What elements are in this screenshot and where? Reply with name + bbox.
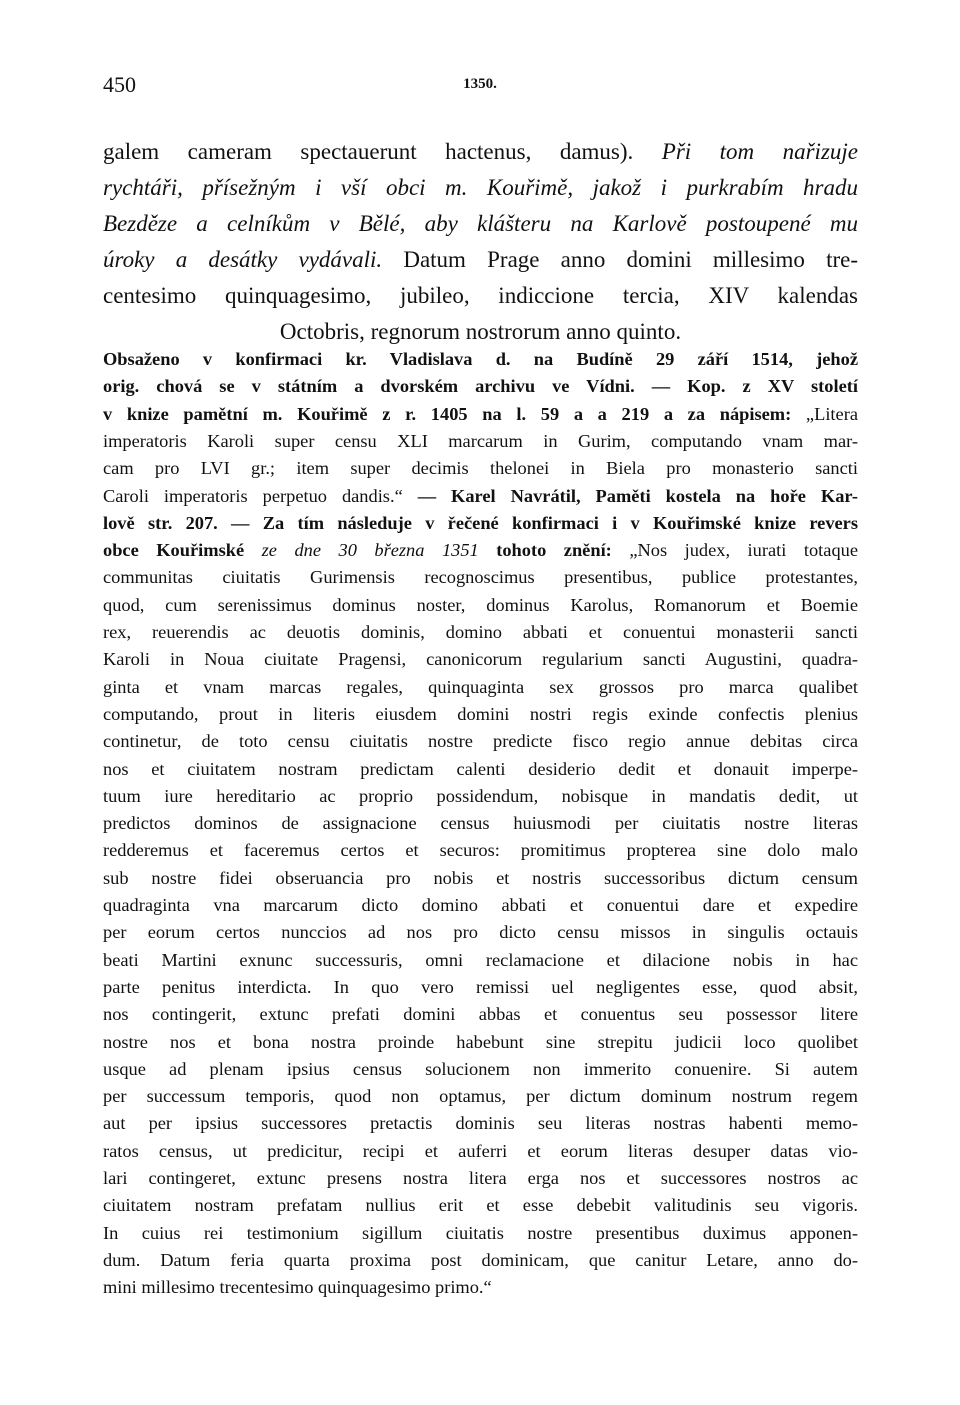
note-text-run: v knize pamětní m. Kouřimě z r. 1405 na l. 59 a a 219 a za nápisem:	[103, 403, 806, 424]
note-line	[103, 646, 858, 673]
note-line	[103, 701, 858, 728]
main-text-text-run: centesimo quinquagesimo, jubileo, indiccione tercia, XIV kalendas	[103, 283, 858, 308]
note-text-run: Obsaženo v konfirmaci kr. Vladislava d. na Budíně 29 září 1514, jehož	[103, 349, 858, 369]
note-line	[103, 1220, 858, 1247]
note-text-run: „Litera	[805, 403, 858, 424]
note-line	[103, 373, 858, 400]
note-line	[103, 346, 858, 373]
note-text-run: quod, cum serenissimus dominus noster, dominus Karolus, Romanorum et Boemie	[103, 594, 858, 615]
page-header	[103, 72, 857, 104]
note-line	[103, 674, 858, 701]
main-text-line	[103, 316, 858, 347]
note-text-run: lari contingeret, extunc presens nostra litera erga nos et successores nostros ac	[103, 1168, 858, 1188]
note-text-run: aut per ipsius successores pretactis dominis seu literas nostras habenti memo-	[103, 1113, 858, 1134]
note-line	[103, 1247, 858, 1274]
note-text-run: ciuitatem nostram prefatam nullius erit et esse debebit valitudinis seu vigoris.	[103, 1195, 858, 1216]
main-text-text-run: Při tom nařizuje	[661, 139, 859, 164]
main-text-line	[103, 172, 858, 203]
note-text-run: sub nostre fidei obseruancia pro nobis et nostris successoribus dictum censum	[103, 867, 858, 888]
note-text-run: — Karel Navrátil, Paměti kostela na hoře Kar-	[417, 485, 858, 506]
note-text-run: redderemus et faceremus certos et securos: promitimus propterea sine dolo malo	[103, 840, 858, 861]
note-line	[103, 756, 858, 783]
note-line	[103, 1138, 858, 1165]
note-text-run: tuum iure hereditario ac proprio possidendum, nobisque in mandatis dedit, ut	[103, 785, 858, 806]
main-text-text-run: úroky a desátky vydávali.	[103, 247, 383, 272]
note-line	[103, 865, 858, 892]
note-text-run: continetur, de toto censu ciuitatis nostre predicte fisco regio annue debitas circa	[103, 731, 858, 752]
note-text-run: Caroli imperatoris perpetuo dandis.“	[103, 485, 418, 506]
note-text-run: ginta et vnam marcas regales, quinquaginta sex grossos pro marca qualibet	[103, 676, 858, 697]
note-text-run: nos contingerit, extunc prefati domini abbas et conuentus seu possessor litere	[103, 1004, 858, 1025]
note-text-run: „Nos judex, iurati totaque	[629, 540, 859, 561]
note-line	[103, 1083, 858, 1110]
note-text-run: In cuius rei testimonium sigillum ciuitatis nostre presentibus duximus apponen-	[103, 1222, 858, 1243]
note-text-run: imperatoris Karoli super censu XLI marcarum in Gurim, computando vnam mar-	[103, 430, 858, 451]
note-text-run: ratos census, ut predicitur, recipi et auferri et eorum literas desuper datas vio-	[103, 1140, 858, 1161]
main-text-text-run: Octobris, regnorum nostrorum anno quinto.	[279, 319, 682, 344]
note-line	[103, 455, 858, 482]
note-text-run: Karoli in Noua ciuitate Pragensi, canonicorum regularium sancti Augustini, quadra-	[103, 649, 858, 670]
note-line	[103, 537, 858, 564]
note-text-run: parte penitus interdicta. In quo vero remissi uel negligentes esse, quod absit,	[103, 976, 858, 997]
note-text-run: predictos dominos de assignacione census huiusmodi per ciuitatis nostre literas	[103, 813, 858, 834]
note-line	[103, 1274, 858, 1301]
page-number: 450	[103, 72, 136, 97]
note-text-run: per successum temporis, quod non optamus, per dictum dominum nostrum regem	[103, 1086, 858, 1107]
note-line	[103, 728, 858, 755]
note-line	[103, 1029, 858, 1056]
note-text-run: obce Kouřimské	[103, 540, 262, 561]
note-line	[103, 1165, 858, 1192]
note-text-run: lově str. 207. — Za tím následuje v řečené konfirmaci i v Kouřimské knize revers	[103, 512, 858, 533]
note-line	[103, 810, 858, 837]
note-line	[103, 619, 858, 646]
main-text-text-run: rychtáři, přísežným i vší obci m. Kouřimě, jakož i purkrabím hradu	[103, 175, 858, 200]
note-text-run: communitas ciuitatis Gurimensis recognoscimus presentibus, publice protestantes,	[103, 567, 858, 588]
note-line	[103, 1001, 858, 1028]
note-line	[103, 1110, 858, 1137]
note-text-run: per eorum certos nunccios ad nos pro dicto censu missos in singulis octauis	[103, 922, 858, 943]
main-text-text-run: Bezděze a celníkům v Bělé, aby klášteru na Karlově postoupené mu	[103, 211, 858, 236]
main-text-line	[103, 136, 858, 167]
note-line	[103, 947, 858, 974]
note-line	[103, 974, 858, 1001]
note-line	[103, 592, 858, 619]
note-text-run: rex, reuerendis ac deuotis dominis, domino abbati et conuentui monasterii sancti	[103, 622, 858, 642]
note-text-run: tohoto znění:	[478, 540, 630, 561]
note-text-run: cam pro LVI gr.; item super decimis thelonei in Biela pro monasterio sancti	[103, 458, 858, 479]
note-text-run: nos et ciuitatem nostram predictam calenti desiderio dedit et donauit imperpe-	[103, 758, 858, 779]
note-line	[103, 564, 858, 591]
note-line	[103, 837, 858, 864]
note-text-run: quadraginta vna marcarum dicto domino abbati et conuentui dare et expedire	[103, 895, 858, 915]
note-text-run: mini millesimo trecentesimo quinquagesimo primo.“	[103, 1277, 492, 1298]
note-text-run: ze dne 30 března 1351	[261, 540, 479, 561]
note-line	[103, 892, 858, 919]
main-text-text-run: galem cameram spectauerunt hactenus, damus).	[103, 139, 662, 164]
note-line	[103, 919, 858, 946]
main-text-text-run: Datum Prage anno domini millesimo tre-	[382, 247, 858, 272]
note-text-run: beati Martini exnunc successuris, omni reclamacione et dilacione nobis in hac	[103, 949, 858, 970]
note-line	[103, 483, 858, 510]
note-line	[103, 428, 858, 455]
running-head-year: 1350.	[463, 76, 497, 92]
note-line	[103, 783, 858, 810]
main-text-line	[103, 280, 858, 311]
note-line	[103, 510, 858, 537]
main-text-line	[103, 208, 858, 239]
note-text-run: computando, prout in literis eiusdem domini nostri regis exinde confectis plenius	[103, 703, 858, 724]
note-text-run: nostre nos et bona nostra proinde habebunt sine strepitu judicii loco quolibet	[103, 1031, 858, 1052]
note-text-run: dum. Datum feria quarta proxima post dominicam, que canitur Letare, anno do-	[103, 1249, 858, 1270]
note-line	[103, 1192, 858, 1219]
note-line	[103, 1056, 858, 1083]
note-text-run: usque ad plenam ipsius census solucionem non immerito conuenire. Si autem	[103, 1058, 858, 1079]
main-text-line	[103, 244, 858, 275]
note-line	[103, 401, 858, 428]
note-text-run: orig. chová se v státním a dvorském archivu ve Vídni. — Kop. z XV století	[103, 376, 858, 397]
